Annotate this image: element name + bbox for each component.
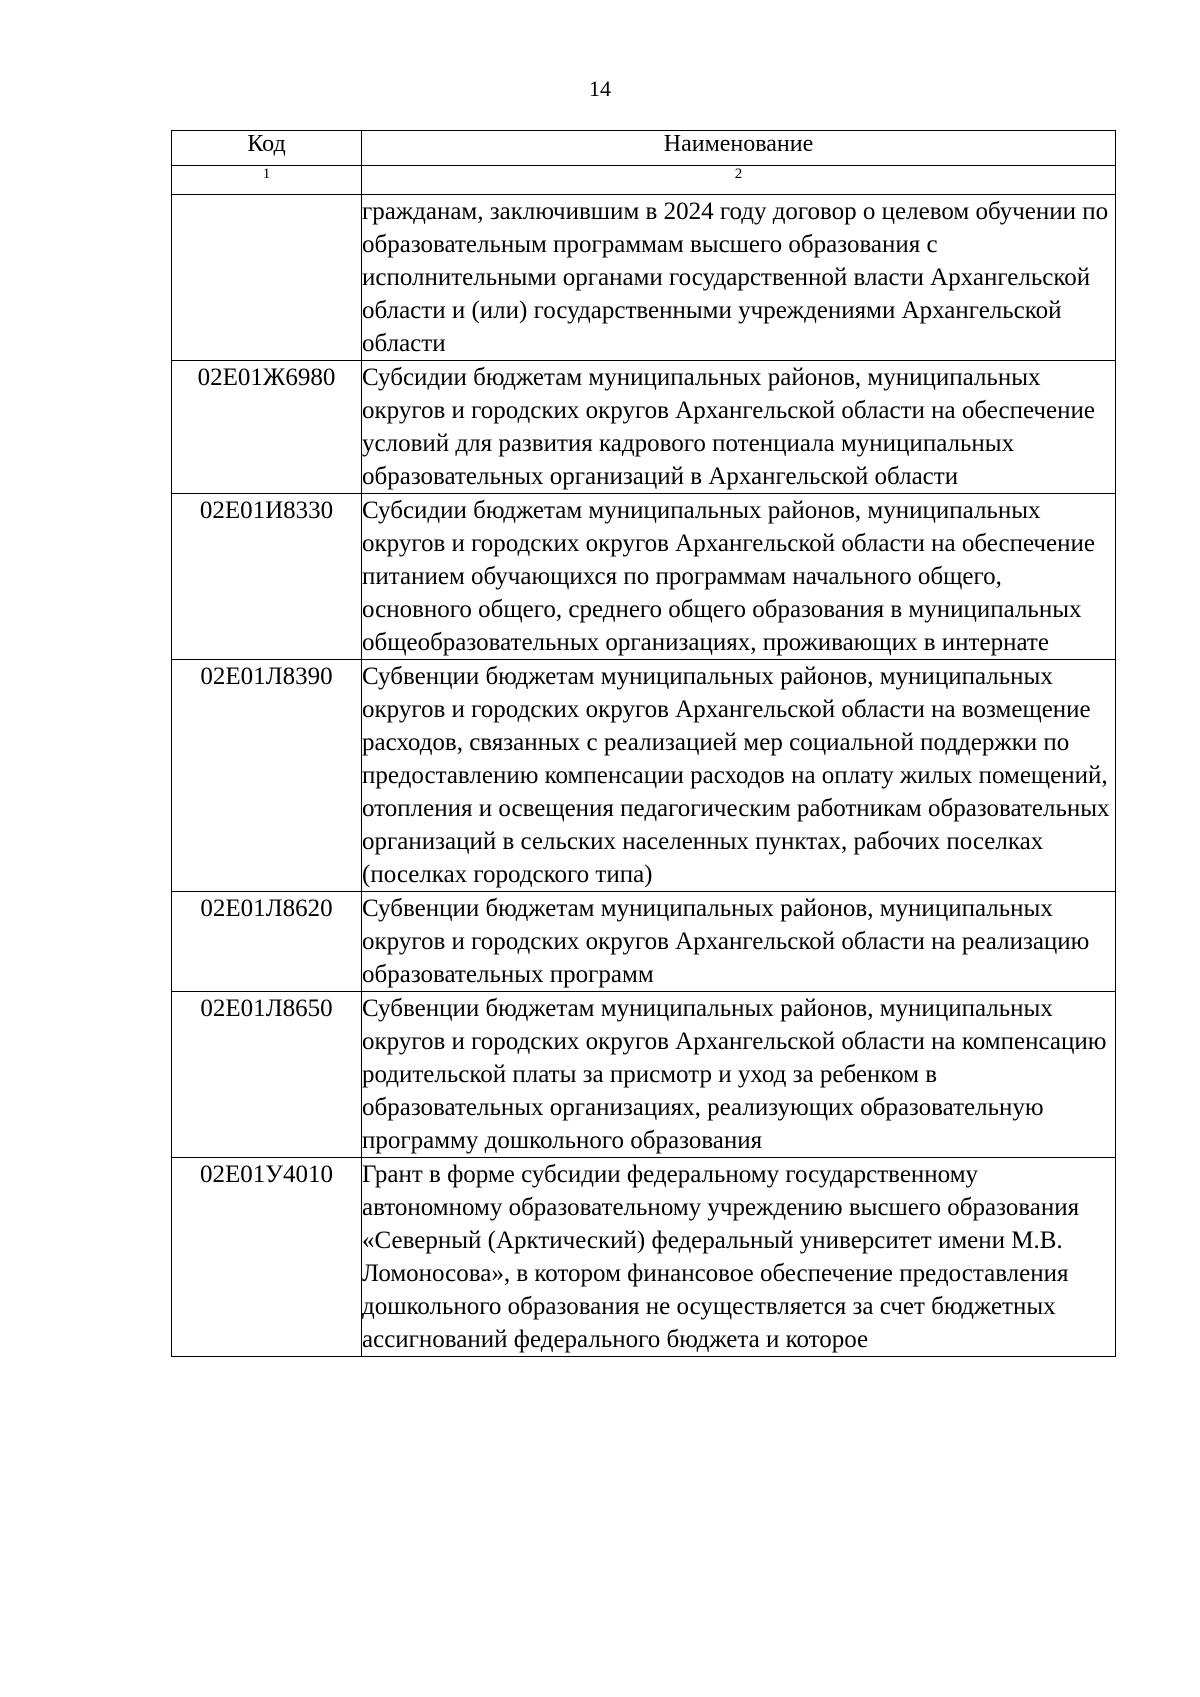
row-name: Субвенции бюджетам муниципальных районов, муниципальных округов и городских округов Архангельской области на реализацию образовательных программ [362, 892, 1116, 992]
page-number: 14 [589, 76, 611, 101]
table-row [172, 992, 1116, 1158]
table-row [172, 494, 1116, 660]
budget-code-table [171, 130, 1116, 1357]
column-number-2: 2 [362, 166, 1116, 195]
row-code: 02Е01И8330 [172, 494, 362, 660]
table-row [172, 660, 1116, 892]
row-code: 02Е01Л8390 [172, 660, 362, 892]
row-code: 02Е01Ж6980 [172, 361, 362, 494]
row-code: 02Е01Л8650 [172, 992, 362, 1158]
row-name: гражданам, заключившим в 2024 году договор о целевом обучении по образовательным программам высшего образования с исполнительными органами государственной власти Архангельской области и (или) государственными учреждениями Архангельской области [362, 195, 1116, 361]
row-name: Грант в форме субсидии федеральному государственному автономному образовательному учреждению высшего образования «Северный (Арктический) федеральный университет имени М.В. Ломоносова», в котором финансовое обеспечение предоставления дошкольного образования не осуществляется за счет бюджетных ассигнований федерального бюджета и которое [362, 1158, 1116, 1357]
column-number-row [172, 166, 1116, 195]
row-name: Субвенции бюджетам муниципальных районов, муниципальных округов и городских округов Архангельской области на возмещение расходов, связанных с реализацией мер социальной поддержки по предоставлению компенсации расходов на оплату жилых помещений, отопления и освещения педагогическим работникам образовательных организаций в сельских населенных пунктах, рабочих поселках (поселках городского типа) [362, 660, 1116, 892]
header-code: Код [172, 131, 362, 166]
table-header-row [172, 131, 1116, 166]
table-row [172, 361, 1116, 494]
header-name: Наименование [362, 131, 1116, 166]
table-row [172, 892, 1116, 992]
row-name: Субсидии бюджетам муниципальных районов, муниципальных округов и городских округов Архангельской области на обеспечение питанием обучающихся по программам начального общего, основного общего, среднего общего образования в муниципальных общеобразовательных организациях, проживающих в интернате [362, 494, 1116, 660]
row-code [172, 195, 362, 361]
table-row [172, 195, 1116, 361]
row-name: Субвенции бюджетам муниципальных районов, муниципальных округов и городских округов Архангельской области на компенсацию родительской платы за присмотр и уход за ребенком в образовательных организациях, реализующих образовательную программу дошкольного образования [362, 992, 1116, 1158]
row-code: 02Е01Л8620 [172, 892, 362, 992]
table-row [172, 1158, 1116, 1357]
row-name: Субсидии бюджетам муниципальных районов, муниципальных округов и городских округов Архангельской области на обеспечение условий для развития кадрового потенциала муниципальных образовательных организаций в Архангельской области [362, 361, 1116, 494]
column-number-1: 1 [172, 166, 362, 195]
row-code: 02Е01У4010 [172, 1158, 362, 1357]
